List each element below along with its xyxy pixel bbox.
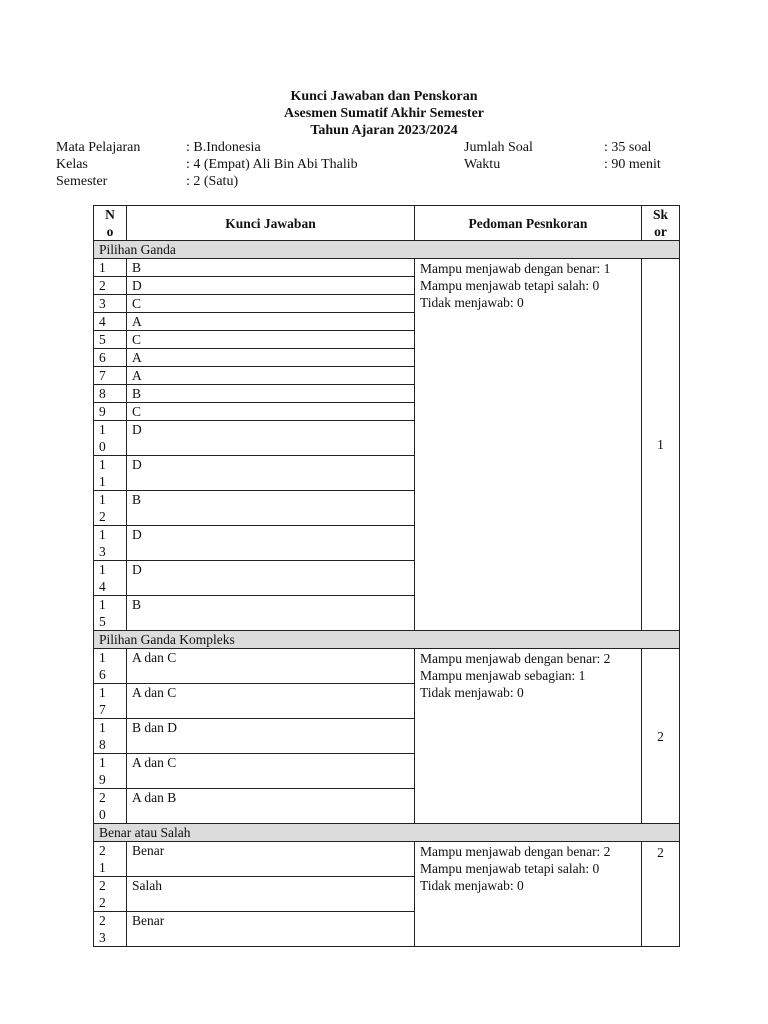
table-row xyxy=(94,842,680,877)
answer-key: Salah xyxy=(127,877,415,912)
answer-key-table xyxy=(93,205,680,947)
question-number: 1 1 xyxy=(94,456,127,491)
question-number: 2 1 xyxy=(94,842,127,877)
mapel-value: : B.Indonesia xyxy=(186,140,261,155)
answer-key: D xyxy=(127,421,415,456)
question-number: 1 6 xyxy=(94,649,127,684)
question-number: 1 0 xyxy=(94,421,127,456)
answer-key: D xyxy=(127,456,415,491)
question-number: 1 5 xyxy=(94,596,127,631)
waktu-value: : 90 menit xyxy=(604,157,661,172)
doc-title: Kunci Jawaban dan Penskoran xyxy=(290,89,478,104)
scoring-guide xyxy=(415,649,642,824)
section-title: Pilihan Ganda Kompleks xyxy=(94,631,680,649)
scoring-guide-line: Tidak menjawab: 0 xyxy=(420,685,524,700)
section-row xyxy=(94,824,680,842)
doc-subtitle: Asesmen Sumatif Akhir Semester xyxy=(283,106,484,121)
table-header-row xyxy=(94,206,680,241)
scoring-guide-line: Mampu menjawab sebagian: 1 xyxy=(420,668,586,683)
doc-year: Tahun Ajaran 2023/2024 xyxy=(310,123,458,138)
scoring-guide xyxy=(415,842,642,947)
question-number: 7 xyxy=(94,367,127,385)
answer-key: B xyxy=(127,491,415,526)
question-number: 9 xyxy=(94,403,127,421)
answer-key: C xyxy=(127,403,415,421)
question-number: 1 xyxy=(94,259,127,277)
section-row xyxy=(94,241,680,259)
question-number: 2 0 xyxy=(94,789,127,824)
question-number: 1 3 xyxy=(94,526,127,561)
question-number: 6 xyxy=(94,349,127,367)
question-number: 2 2 xyxy=(94,877,127,912)
answer-key: B xyxy=(127,596,415,631)
question-number: 2 3 xyxy=(94,912,127,947)
scoring-guide xyxy=(415,259,642,631)
scoring-guide-line: Mampu menjawab dengan benar: 2 xyxy=(420,651,611,666)
question-number: 1 9 xyxy=(94,754,127,789)
question-number: 3 xyxy=(94,295,127,313)
col-header-kunci: Kunci Jawaban xyxy=(127,206,415,241)
question-number: 8 xyxy=(94,385,127,403)
section-title: Benar atau Salah xyxy=(94,824,680,842)
scoring-guide-line: Tidak menjawab: 0 xyxy=(420,878,524,893)
score-value: 1 xyxy=(642,259,680,631)
answer-key: A dan B xyxy=(127,789,415,824)
answer-key: B xyxy=(127,385,415,403)
answer-key: C xyxy=(127,295,415,313)
kelas-value: : 4 (Empat) Ali Bin Abi Thalib xyxy=(186,157,358,172)
answer-key: D xyxy=(127,561,415,596)
scoring-guide-line: Mampu menjawab dengan benar: 2 xyxy=(420,844,611,859)
answer-key: B dan D xyxy=(127,719,415,754)
answer-key: A xyxy=(127,313,415,331)
question-number: 1 4 xyxy=(94,561,127,596)
answer-key: A xyxy=(127,349,415,367)
answer-key: Benar xyxy=(127,912,415,947)
mapel-label: Mata Pelajaran xyxy=(56,140,141,155)
answer-key: A dan C xyxy=(127,684,415,719)
question-number: 5 xyxy=(94,331,127,349)
scoring-guide-line: Mampu menjawab dengan benar: 1 xyxy=(420,261,611,276)
answer-key: C xyxy=(127,331,415,349)
answer-key: B xyxy=(127,259,415,277)
jumlah-soal-value: : 35 soal xyxy=(604,140,652,155)
score-value: 2 xyxy=(642,842,680,947)
waktu-label: Waktu xyxy=(464,157,501,172)
answer-key: D xyxy=(127,526,415,561)
kelas-label: Kelas xyxy=(56,157,88,172)
jumlah-soal-label: Jumlah Soal xyxy=(464,140,533,155)
semester-value: : 2 (Satu) xyxy=(186,174,239,189)
question-number: 1 7 xyxy=(94,684,127,719)
scoring-guide-line: Tidak menjawab: 0 xyxy=(420,295,524,310)
question-number: 1 2 xyxy=(94,491,127,526)
question-number: 1 8 xyxy=(94,719,127,754)
question-number: 2 xyxy=(94,277,127,295)
semester-label: Semester xyxy=(56,174,108,189)
score-value: 2 xyxy=(642,649,680,824)
table-row xyxy=(94,259,680,277)
answer-key: A xyxy=(127,367,415,385)
scoring-guide-line: Mampu menjawab tetapi salah: 0 xyxy=(420,861,600,876)
section-title: Pilihan Ganda xyxy=(94,241,680,259)
col-header-pedoman: Pedoman Pesnkoran xyxy=(415,206,642,241)
col-header-no: N o xyxy=(94,206,127,241)
answer-key: Benar xyxy=(127,842,415,877)
col-header-skor: Sk or xyxy=(642,206,680,241)
answer-key: D xyxy=(127,277,415,295)
table-row xyxy=(94,649,680,684)
scoring-guide-line: Mampu menjawab tetapi salah: 0 xyxy=(420,278,600,293)
section-row xyxy=(94,631,680,649)
answer-key: A dan C xyxy=(127,649,415,684)
question-number: 4 xyxy=(94,313,127,331)
answer-key: A dan C xyxy=(127,754,415,789)
